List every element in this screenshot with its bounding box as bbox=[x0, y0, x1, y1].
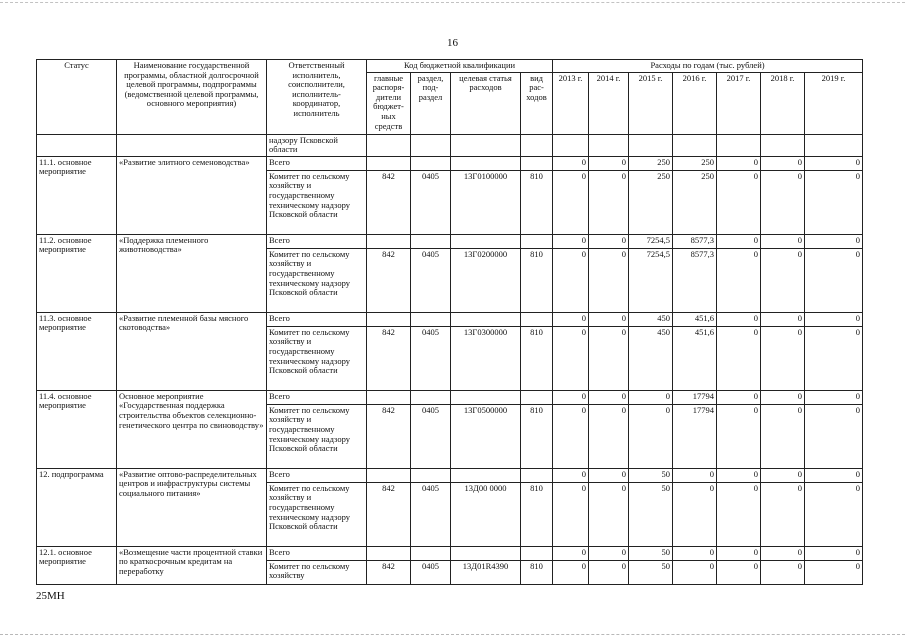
expense-value-cell: 0 bbox=[589, 326, 629, 390]
grbs-cell: 842 bbox=[367, 248, 411, 312]
name-cell: Основное мероприятие «Государственная поддержка строительства объектов селекционно-генетического центра по свиноводству» bbox=[117, 390, 267, 468]
type-cell: 810 bbox=[521, 404, 553, 468]
expense-value-cell: 0 bbox=[805, 248, 863, 312]
executor-cell: Комитет по сельскому хозяйству и государственному техническому надзору Псковской области bbox=[267, 326, 367, 390]
empty-code-cell bbox=[521, 156, 553, 170]
scan-bottom-edge bbox=[0, 634, 905, 635]
expense-value-cell: 0 bbox=[673, 482, 717, 546]
total-value-cell: 0 bbox=[717, 390, 761, 404]
header-section: раздел, под-раздел bbox=[411, 72, 451, 134]
executor-cell: Комитет по сельскому хозяйству и государственному техническому надзору Псковской области bbox=[267, 170, 367, 234]
expense-value-cell: 0 bbox=[761, 248, 805, 312]
total-value-cell: 0 bbox=[673, 546, 717, 560]
empty-code-cell bbox=[521, 546, 553, 560]
type-cell: 810 bbox=[521, 248, 553, 312]
header-year: 2015 г. bbox=[629, 72, 673, 134]
empty-code-cell bbox=[367, 156, 411, 170]
section-cell: 0405 bbox=[411, 170, 451, 234]
total-value-cell: 0 bbox=[805, 156, 863, 170]
total-value-cell: 0 bbox=[589, 390, 629, 404]
total-label-cell: Всего bbox=[267, 234, 367, 248]
expense-value-cell: 0 bbox=[589, 404, 629, 468]
grbs-cell: 842 bbox=[367, 482, 411, 546]
empty-code-cell bbox=[451, 234, 521, 248]
table-row bbox=[37, 134, 863, 156]
section-cell: 0405 bbox=[411, 404, 451, 468]
target-cell: 13Д00 0000 bbox=[451, 482, 521, 546]
name-cell: «Поддержка племенного животноводства» bbox=[117, 234, 267, 312]
grbs-cell: 842 bbox=[367, 404, 411, 468]
total-value-cell: 0 bbox=[553, 156, 589, 170]
header-year: 2019 г. bbox=[805, 72, 863, 134]
name-cell: «Возмещение части процентной ставки по краткосрочным кредитам на переработку bbox=[117, 546, 267, 584]
header-status: Статус bbox=[37, 60, 117, 135]
empty-code-cell bbox=[411, 234, 451, 248]
expense-value-cell: 0 bbox=[717, 326, 761, 390]
header-year: 2018 г. bbox=[761, 72, 805, 134]
empty-code-cell bbox=[367, 234, 411, 248]
empty-code-cell bbox=[521, 234, 553, 248]
total-value-cell: 7254,5 bbox=[629, 234, 673, 248]
empty-code-cell bbox=[521, 390, 553, 404]
expense-value-cell: 0 bbox=[717, 170, 761, 234]
expense-value-cell: 0 bbox=[553, 482, 589, 546]
type-cell: 810 bbox=[521, 170, 553, 234]
expense-value-cell: 250 bbox=[673, 170, 717, 234]
expense-value-cell: 0 bbox=[761, 482, 805, 546]
expense-value-cell: 0 bbox=[761, 170, 805, 234]
header-grbs: главные распоря-дители бюджет-ных средств bbox=[367, 72, 411, 134]
header-year: 2017 г. bbox=[717, 72, 761, 134]
expense-value-cell: 0 bbox=[805, 404, 863, 468]
table-header bbox=[37, 60, 863, 135]
expense-value-cell: 451,6 bbox=[673, 326, 717, 390]
total-value-cell: 0 bbox=[589, 468, 629, 482]
total-value-cell: 0 bbox=[761, 546, 805, 560]
executor-cell: Комитет по сельскому хозяйству bbox=[267, 560, 367, 584]
section-cell: 0405 bbox=[411, 248, 451, 312]
expense-value-cell: 0 bbox=[589, 482, 629, 546]
total-value-cell: 0 bbox=[761, 390, 805, 404]
expense-value-cell: 0 bbox=[717, 248, 761, 312]
executor-cell: Комитет по сельскому хозяйству и государственному техническому надзору Псковской области bbox=[267, 482, 367, 546]
header-year: 2013 г. bbox=[553, 72, 589, 134]
header-executor: Ответственный исполнитель, соисполнители, исполнитель-координатор, исполнитель bbox=[267, 60, 367, 135]
executor-cell: Комитет по сельскому хозяйству и государственному техническому надзору Псковской области bbox=[267, 248, 367, 312]
grbs-cell: 842 bbox=[367, 560, 411, 584]
table-body bbox=[37, 134, 863, 584]
total-value-cell: 0 bbox=[553, 234, 589, 248]
expense-value-cell: 0 bbox=[553, 248, 589, 312]
total-value-cell: 0 bbox=[717, 312, 761, 326]
total-value-cell: 0 bbox=[761, 312, 805, 326]
expense-value-cell: 0 bbox=[761, 326, 805, 390]
total-value-cell: 0 bbox=[589, 312, 629, 326]
expense-value-cell: 0 bbox=[761, 560, 805, 584]
table-row-total bbox=[37, 156, 863, 170]
empty-code-cell bbox=[411, 390, 451, 404]
type-cell: 810 bbox=[521, 326, 553, 390]
table-row-total bbox=[37, 234, 863, 248]
target-cell: 13Г0200000 bbox=[451, 248, 521, 312]
expense-value-cell: 0 bbox=[717, 404, 761, 468]
name-cell: «Развитие племенной базы мясного скотоводства» bbox=[117, 312, 267, 390]
total-value-cell: 450 bbox=[629, 312, 673, 326]
empty-code-cell bbox=[451, 312, 521, 326]
section-cell: 0405 bbox=[411, 326, 451, 390]
expense-value-cell: 0 bbox=[553, 560, 589, 584]
target-cell: 13Г0100000 bbox=[451, 170, 521, 234]
total-value-cell: 0 bbox=[805, 468, 863, 482]
expense-value-cell: 0 bbox=[673, 560, 717, 584]
total-value-cell: 0 bbox=[673, 468, 717, 482]
empty-code-cell bbox=[367, 546, 411, 560]
total-value-cell: 0 bbox=[589, 546, 629, 560]
table-row-total bbox=[37, 390, 863, 404]
status-cell: 12. подпрограмма bbox=[37, 468, 117, 546]
empty-code-cell bbox=[367, 468, 411, 482]
total-value-cell: 0 bbox=[553, 468, 589, 482]
grbs-cell: 842 bbox=[367, 326, 411, 390]
status-cell: 12.1. основное мероприятие bbox=[37, 546, 117, 584]
total-label-cell: Всего bbox=[267, 312, 367, 326]
status-cell: 11.3. основное мероприятие bbox=[37, 312, 117, 390]
total-value-cell: 0 bbox=[717, 234, 761, 248]
expense-value-cell: 0 bbox=[553, 170, 589, 234]
total-value-cell: 0 bbox=[805, 234, 863, 248]
expense-value-cell: 8577,3 bbox=[673, 248, 717, 312]
total-value-cell: 0 bbox=[629, 390, 673, 404]
page-number: 16 bbox=[447, 37, 458, 49]
expense-value-cell: 0 bbox=[589, 170, 629, 234]
target-cell: 13Г0500000 bbox=[451, 404, 521, 468]
total-value-cell: 0 bbox=[589, 156, 629, 170]
expense-value-cell: 0 bbox=[805, 560, 863, 584]
total-value-cell: 0 bbox=[553, 390, 589, 404]
empty-code-cell bbox=[521, 312, 553, 326]
total-value-cell: 0 bbox=[717, 156, 761, 170]
status-cell: 11.1. основное мероприятие bbox=[37, 156, 117, 234]
type-cell: 810 bbox=[521, 560, 553, 584]
empty-code-cell bbox=[411, 546, 451, 560]
total-value-cell: 0 bbox=[717, 546, 761, 560]
empty-code-cell bbox=[411, 468, 451, 482]
grbs-cell: 842 bbox=[367, 170, 411, 234]
empty-code-cell bbox=[451, 468, 521, 482]
footer-code: 25МН bbox=[36, 590, 65, 602]
expense-value-cell: 0 bbox=[805, 326, 863, 390]
expense-value-cell: 0 bbox=[589, 560, 629, 584]
header-year: 2014 г. bbox=[589, 72, 629, 134]
total-value-cell: 0 bbox=[805, 390, 863, 404]
total-value-cell: 50 bbox=[629, 546, 673, 560]
header-target: целевая статья расходов bbox=[451, 72, 521, 134]
status-cell: 11.2. основное мероприятие bbox=[37, 234, 117, 312]
expense-value-cell: 50 bbox=[629, 560, 673, 584]
empty-code-cell bbox=[367, 390, 411, 404]
empty-code-cell bbox=[521, 468, 553, 482]
name-cell: «Развитие оптово-распределительных центров и инфраструктуры системы социального питания» bbox=[117, 468, 267, 546]
header-budget-code: Код бюджетной квалификации bbox=[367, 60, 553, 73]
empty-code-cell bbox=[411, 156, 451, 170]
total-value-cell: 451,6 bbox=[673, 312, 717, 326]
total-value-cell: 17794 bbox=[673, 390, 717, 404]
expense-value-cell: 450 bbox=[629, 326, 673, 390]
budget-table bbox=[36, 59, 863, 585]
expense-value-cell: 50 bbox=[629, 482, 673, 546]
expense-value-cell: 7254,5 bbox=[629, 248, 673, 312]
section-cell: 0405 bbox=[411, 482, 451, 546]
empty-code-cell bbox=[411, 312, 451, 326]
executor-cell: Комитет по сельскому хозяйству и государственному техническому надзору Псковской области bbox=[267, 404, 367, 468]
expense-value-cell: 0 bbox=[717, 560, 761, 584]
table-row-total bbox=[37, 546, 863, 560]
empty-code-cell bbox=[451, 156, 521, 170]
empty-code-cell bbox=[451, 390, 521, 404]
total-value-cell: 0 bbox=[805, 312, 863, 326]
expense-value-cell: 0 bbox=[589, 248, 629, 312]
empty-code-cell bbox=[367, 312, 411, 326]
type-cell: 810 bbox=[521, 482, 553, 546]
expense-value-cell: 17794 bbox=[673, 404, 717, 468]
total-value-cell: 0 bbox=[761, 234, 805, 248]
total-value-cell: 250 bbox=[629, 156, 673, 170]
header-type: вид рас-ходов bbox=[521, 72, 553, 134]
header-name: Наименование государственной программы, областной долгосрочной целевой программы, подпрограммы (ведомственной целевой программы, основного мероприятия) bbox=[117, 60, 267, 135]
total-value-cell: 0 bbox=[761, 468, 805, 482]
total-value-cell: 0 bbox=[761, 156, 805, 170]
table-row-total bbox=[37, 468, 863, 482]
expense-value-cell: 0 bbox=[761, 404, 805, 468]
total-value-cell: 8577,3 bbox=[673, 234, 717, 248]
empty-code-cell bbox=[451, 546, 521, 560]
total-value-cell: 0 bbox=[553, 546, 589, 560]
total-label-cell: Всего bbox=[267, 546, 367, 560]
target-cell: 13Д01R4390 bbox=[451, 560, 521, 584]
status-cell: 11.4. основное мероприятие bbox=[37, 390, 117, 468]
expense-value-cell: 0 bbox=[553, 404, 589, 468]
header-year: 2016 г. bbox=[673, 72, 717, 134]
name-cell: «Развитие элитного семеноводства» bbox=[117, 156, 267, 234]
table-row-total bbox=[37, 312, 863, 326]
section-cell: 0405 bbox=[411, 560, 451, 584]
total-value-cell: 0 bbox=[717, 468, 761, 482]
target-cell: 13Г0300000 bbox=[451, 326, 521, 390]
expense-value-cell: 250 bbox=[629, 170, 673, 234]
total-value-cell: 50 bbox=[629, 468, 673, 482]
total-value-cell: 0 bbox=[805, 546, 863, 560]
expense-value-cell: 0 bbox=[553, 326, 589, 390]
total-value-cell: 250 bbox=[673, 156, 717, 170]
total-value-cell: 0 bbox=[589, 234, 629, 248]
total-label-cell: Всего bbox=[267, 468, 367, 482]
total-value-cell: 0 bbox=[553, 312, 589, 326]
header-expenses: Расходы по годам (тыс. рублей) bbox=[553, 60, 863, 73]
expense-value-cell: 0 bbox=[717, 482, 761, 546]
total-label-cell: Всего bbox=[267, 156, 367, 170]
expense-value-cell: 0 bbox=[629, 404, 673, 468]
total-label-cell: Всего bbox=[267, 390, 367, 404]
expense-value-cell: 0 bbox=[805, 482, 863, 546]
scan-top-edge bbox=[0, 2, 905, 3]
executor-continuation: надзору Псковской области bbox=[267, 134, 367, 156]
expense-value-cell: 0 bbox=[805, 170, 863, 234]
